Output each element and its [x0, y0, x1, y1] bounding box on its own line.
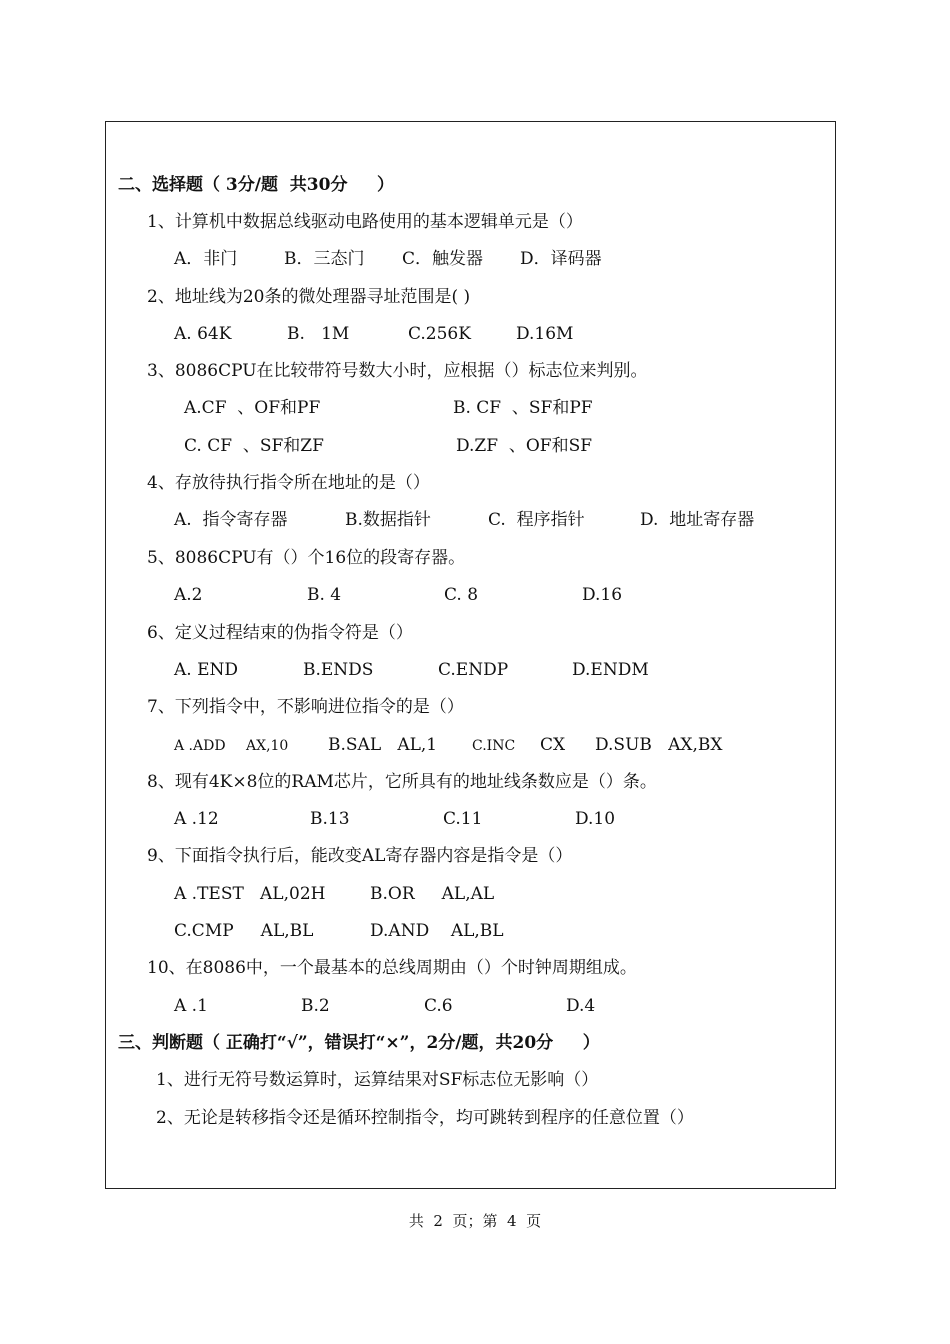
question-2-option-c: C.256K	[408, 324, 471, 344]
question-9-option-d: D.AND AL,BL	[370, 921, 504, 941]
true-false-question-2: 2、无论是转移指令还是循环控制指令，均可跳转到程序的任意位置（）	[156, 1108, 694, 1128]
question-10-option-a: A .1	[174, 996, 208, 1016]
question-8-stem: 8、现有4K×8位的RAM芯片，它所具有的地址线条数应是（）条。	[147, 772, 657, 792]
page-footer: 共 2 页；第 4 页	[408, 1212, 542, 1230]
question-1-option-b: B．三态门	[284, 249, 365, 269]
question-4-option-b: B.数据指针	[345, 510, 431, 530]
question-7-stem: 7、下列指令中，不影响进位指令的是（）	[147, 697, 464, 717]
question-10-option-b: B.2	[301, 996, 330, 1016]
question-7-option-d: D.SUB AX,BX	[595, 735, 723, 755]
question-7-option-c-operands: CX	[540, 735, 566, 755]
question-1-option-c: C．触发器	[402, 249, 484, 269]
question-8-option-b: B.13	[310, 809, 350, 829]
question-8-option-a: A .12	[174, 809, 219, 829]
question-3-option-a: A.CF 、OF和PF	[184, 398, 321, 418]
question-2-option-d: D.16M	[516, 324, 574, 344]
question-6-option-c: C.ENDP	[438, 660, 509, 680]
question-2-option-b: B. 1M	[287, 324, 350, 344]
question-5-stem: 5、8086CPU有（）个16位的段寄存器。	[147, 548, 466, 568]
question-7-option-c-mnemonic: C.INC	[472, 738, 516, 754]
question-6-option-a: A. END	[174, 660, 238, 680]
question-2-option-a: A. 64K	[174, 324, 232, 344]
question-4-option-d: D. 地址寄存器	[640, 510, 755, 530]
question-5-option-c: C. 8	[444, 585, 479, 605]
question-1-stem: 1、计算机中数据总线驱动电路使用的基本逻辑单元是（）	[147, 212, 583, 232]
question-4-option-c: C. 程序指针	[488, 510, 585, 530]
question-10-option-d: D.4	[566, 996, 596, 1016]
question-7-option-b: B.SAL AL,1	[328, 735, 438, 755]
question-9-option-c: C.CMP AL,BL	[174, 921, 314, 941]
question-1-option-a: A．非门	[174, 249, 238, 269]
question-4-option-a: A. 指令寄存器	[174, 510, 288, 530]
question-7-option-a-mnemonic: A .ADD	[174, 738, 226, 754]
question-10-option-c: C.6	[424, 996, 453, 1016]
question-9-option-b: B.OR AL,AL	[370, 884, 495, 904]
question-3-option-c: C. CF 、SF和ZF	[184, 436, 324, 456]
question-5-option-b: B. 4	[307, 585, 342, 605]
question-5-option-d: D.16	[582, 585, 623, 605]
section-heading-true-false: 三、判断题（ 正确打“√”，错误打“×”，2分/题，共20分 ）	[118, 1033, 600, 1053]
question-1-option-d: D．译码器	[520, 249, 602, 269]
question-3-option-d: D.ZF 、OF和SF	[456, 436, 593, 456]
question-3-option-b: B. CF 、SF和PF	[453, 398, 593, 418]
question-2-stem: 2、地址线为20条的微处理器寻址范围是( )	[147, 287, 471, 307]
question-6-option-d: D.ENDM	[572, 660, 649, 680]
question-9-stem: 9、下面指令执行后，能改变AL寄存器内容是指令是（）	[147, 846, 573, 866]
section-heading-multiple-choice: 二、选择题（ 3分/题 共30分 ）	[118, 175, 395, 195]
question-10-stem: 10、在8086中，一个最基本的总线周期由（）个时钟周期组成。	[147, 958, 637, 978]
question-8-option-c: C.11	[443, 809, 483, 829]
question-6-option-b: B.ENDS	[303, 660, 374, 680]
question-5-option-a: A.2	[174, 585, 203, 605]
question-7-option-a-operands: AX,10	[246, 738, 289, 754]
true-false-question-1: 1、进行无符号数运算时，运算结果对SF标志位无影响（）	[156, 1070, 599, 1090]
question-6-stem: 6、定义过程结束的伪指令符是（）	[147, 623, 413, 643]
question-4-stem: 4、存放待执行指令所在地址的是（）	[147, 473, 430, 493]
question-8-option-d: D.10	[575, 809, 616, 829]
question-9-option-a: A .TEST AL,02H	[174, 884, 326, 904]
page-border	[105, 121, 836, 1189]
question-3-stem: 3、8086CPU在比较带符号数大小时，应根据（）标志位来判别。	[147, 361, 648, 381]
